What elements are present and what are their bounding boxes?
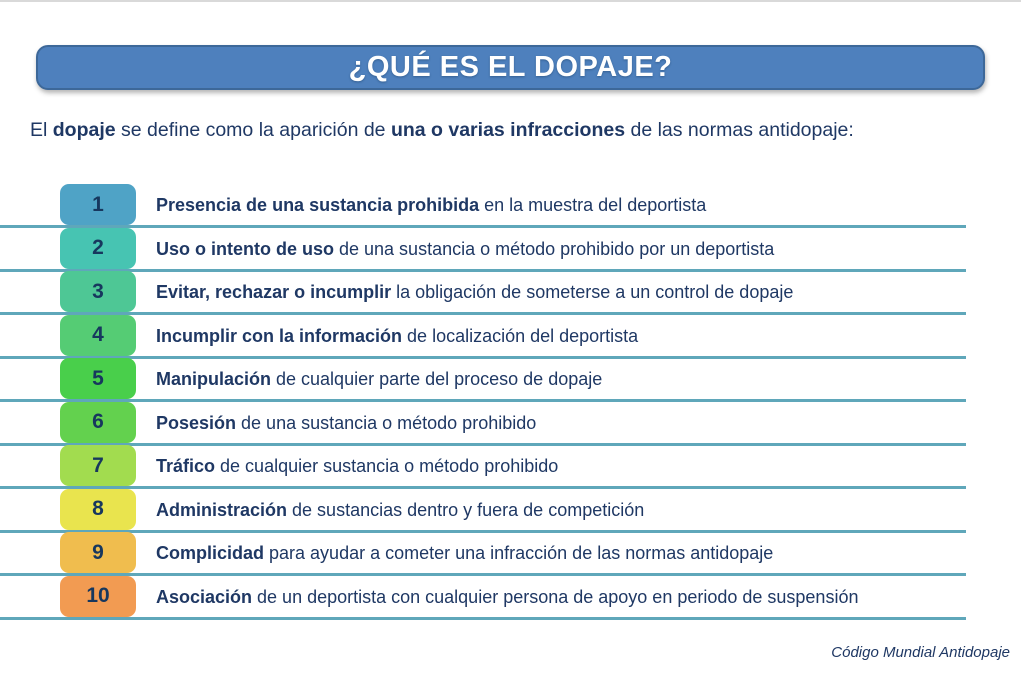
item-number: 2	[92, 236, 104, 259]
item-number-tile	[60, 228, 136, 269]
item-bold-text: Tráfico	[156, 456, 216, 476]
list-item	[0, 183, 966, 227]
title-banner	[36, 45, 985, 90]
item-number: 8	[92, 497, 104, 520]
list-item	[0, 531, 966, 575]
list-item	[0, 401, 966, 445]
item-text	[156, 227, 966, 271]
item-number: 7	[92, 453, 104, 477]
item-number-tile	[60, 271, 136, 312]
item-number: 10	[86, 584, 110, 607]
item-bold-text: Administración	[156, 499, 288, 520]
item-rest-text: para ayudar a cometer una infracción de las normas antidopaje	[264, 543, 774, 563]
item-bold-text: Presencia de una sustancia prohibida	[156, 195, 480, 215]
item-rest-text: de sustancias dentro y fuera de competición	[287, 499, 645, 520]
item-text	[156, 444, 966, 488]
item-number: 4	[92, 323, 104, 346]
item-rest-text: de una sustancia o método prohibido	[236, 412, 537, 433]
intro-bold-dopaje: dopaje	[52, 119, 116, 141]
item-rest-text: de localización del deportista	[402, 325, 639, 346]
list-item	[0, 314, 966, 358]
item-text	[156, 488, 966, 532]
item-text	[156, 357, 966, 401]
item-number-tile	[60, 532, 136, 573]
item-rest-text: de un deportista con cualquier persona de apoyo en periodo de suspensión	[252, 586, 859, 607]
intro-part3: de las normas antidopaje:	[625, 119, 854, 141]
item-rest-text: en la muestra del deportista	[479, 195, 707, 215]
item-number: 5	[92, 366, 104, 390]
item-rest-text: de una sustancia o método prohibido por un deportista	[334, 238, 775, 259]
intro-part2: se define como la aparición de	[115, 119, 391, 141]
item-number-tile	[60, 489, 136, 530]
item-number-tile	[60, 358, 136, 399]
item-text	[156, 531, 966, 575]
list-item	[0, 444, 966, 488]
item-text	[156, 270, 966, 314]
intro-part1: El	[30, 119, 53, 141]
item-number-tile	[60, 402, 136, 443]
intro-text	[30, 116, 1010, 144]
item-text	[156, 575, 966, 619]
list-item	[0, 575, 966, 619]
item-number: 1	[92, 192, 104, 216]
list-item	[0, 227, 966, 271]
page-title: ¿QUÉ ES EL DOPAJE?	[348, 51, 673, 83]
top-border-line	[0, 0, 1021, 2]
item-text	[156, 314, 966, 358]
infraction-list	[0, 183, 966, 618]
item-text	[156, 183, 966, 227]
intro-bold-infracciones: una o varias infracciones	[390, 119, 626, 141]
item-rest-text: de cualquier sustancia o método prohibido	[215, 456, 559, 476]
item-number-tile	[60, 576, 136, 617]
item-bold-text: Posesión	[156, 412, 237, 433]
item-number-tile	[60, 445, 136, 486]
item-number: 9	[92, 540, 104, 564]
item-text	[156, 401, 966, 445]
footer-source: Código Mundial Antidopaje	[831, 644, 1010, 661]
list-item	[0, 357, 966, 401]
item-number: 3	[92, 279, 104, 303]
list-item	[0, 488, 966, 532]
item-bold-text: Evitar, rechazar o incumplir	[156, 282, 392, 302]
item-rest-text: la obligación de someterse a un control de dopaje	[391, 282, 794, 302]
item-number-tile	[60, 184, 136, 225]
item-bold-text: Manipulación	[156, 369, 272, 389]
item-bold-text: Asociación	[156, 586, 253, 607]
item-number-tile	[60, 315, 136, 356]
item-number: 6	[92, 410, 104, 433]
item-bold-text: Incumplir con la información	[156, 325, 403, 346]
item-bold-text: Complicidad	[156, 543, 265, 563]
list-item	[0, 270, 966, 314]
item-bold-text: Uso o intento de uso	[156, 238, 334, 259]
item-rest-text: de cualquier parte del proceso de dopaje	[271, 369, 603, 389]
